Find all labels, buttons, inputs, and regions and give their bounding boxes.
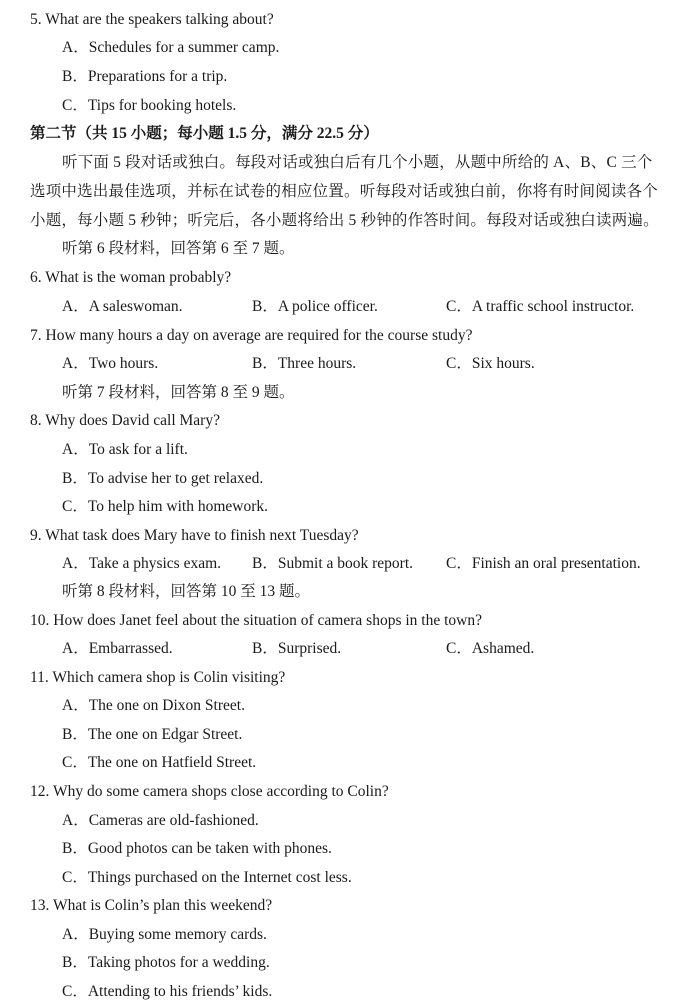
question-5-option-c: C．Tips for booking hotels. (62, 97, 237, 114)
material-8-heading: 听第 8 段材料，回答第 10 至 13 题。 (62, 583, 311, 600)
section-2-title: 第二节（共 15 小题；每小题 1.5 分，满分 22.5 分） (30, 125, 379, 142)
question-5: 5. What are the speakers talking about? (30, 11, 274, 28)
question-9-option-a: A．Take a physics exam. (62, 555, 222, 572)
question-7: 7. How many hours a day on average are required for the course study? (30, 327, 473, 344)
question-11: 11. Which camera shop is Colin visiting? (30, 669, 286, 686)
question-9: 9. What task does Mary have to finish next Tuesday? (30, 527, 359, 544)
section-2-instructions-line-1: 听下面 5 段对话或独白。每段对话或独白后有几个小题，从题中所给的 A、B、C 三个 (62, 154, 653, 171)
question-10-option-a: A．Embarrassed. (62, 640, 173, 657)
question-6-option-a: A．A saleswoman. (62, 298, 183, 315)
question-10-option-c: C．Ashamed. (446, 640, 535, 657)
question-13-option-b: B．Taking photos for a wedding. (62, 954, 270, 971)
question-11-option-c: C．The one on Hatfield Street. (62, 754, 257, 771)
question-12-option-b: B．Good photos can be taken with phones. (62, 840, 332, 857)
question-7-option-c: C．Six hours. (446, 355, 535, 372)
question-11-option-b: B．The one on Edgar Street. (62, 726, 243, 743)
question-11-option-a: A．The one on Dixon Street. (62, 697, 245, 714)
question-7-option-a: A．Two hours. (62, 355, 159, 372)
question-12: 12. Why do some camera shops close according to Colin? (30, 783, 389, 800)
question-6-option-b: B．A police officer. (252, 298, 378, 315)
question-12-option-a: A．Cameras are old-fashioned. (62, 812, 259, 829)
material-6-heading: 听第 6 段材料，回答第 6 至 7 题。 (62, 240, 295, 257)
question-6-option-c: C．A traffic school instructor. (446, 298, 635, 315)
question-5-option-a: A．Schedules for a summer camp. (62, 39, 280, 56)
question-8: 8. Why does David call Mary? (30, 412, 220, 429)
question-8-option-c: C．To help him with homework. (62, 498, 268, 515)
section-2-instructions-line-3: 小题，每小题 5 秒钟；听完后，各小题将给出 5 秒钟的作答时间。每段对话或独白读两遍。 (30, 212, 659, 229)
question-13-option-c: C．Attending to his friends’ kids. (62, 983, 273, 1000)
question-12-option-c: C．Things purchased on the Internet cost less. (62, 869, 352, 886)
question-8-option-a: A．To ask for a lift. (62, 441, 188, 458)
question-9-option-b: B．Submit a book report. (252, 555, 414, 572)
question-10: 10. How does Janet feel about the situation of camera shops in the town? (30, 612, 482, 629)
question-13: 13. What is Colin’s plan this weekend? (30, 897, 273, 914)
question-7-option-b: B．Three hours. (252, 355, 357, 372)
question-10-option-b: B．Surprised. (252, 640, 342, 657)
material-7-heading: 听第 7 段材料，回答第 8 至 9 题。 (62, 384, 295, 401)
question-6: 6. What is the woman probably? (30, 269, 232, 286)
section-2-instructions-line-2: 选项中选出最佳选项，并标在试卷的相应位置。听每段对话或独白前，你将有时间阅读各个 (30, 183, 659, 200)
question-9-option-c: C．Finish an oral presentation. (446, 555, 641, 572)
question-8-option-b: B．To advise her to get relaxed. (62, 470, 264, 487)
question-13-option-a: A．Buying some memory cards. (62, 926, 267, 943)
question-5-option-b: B．Preparations for a trip. (62, 68, 228, 85)
